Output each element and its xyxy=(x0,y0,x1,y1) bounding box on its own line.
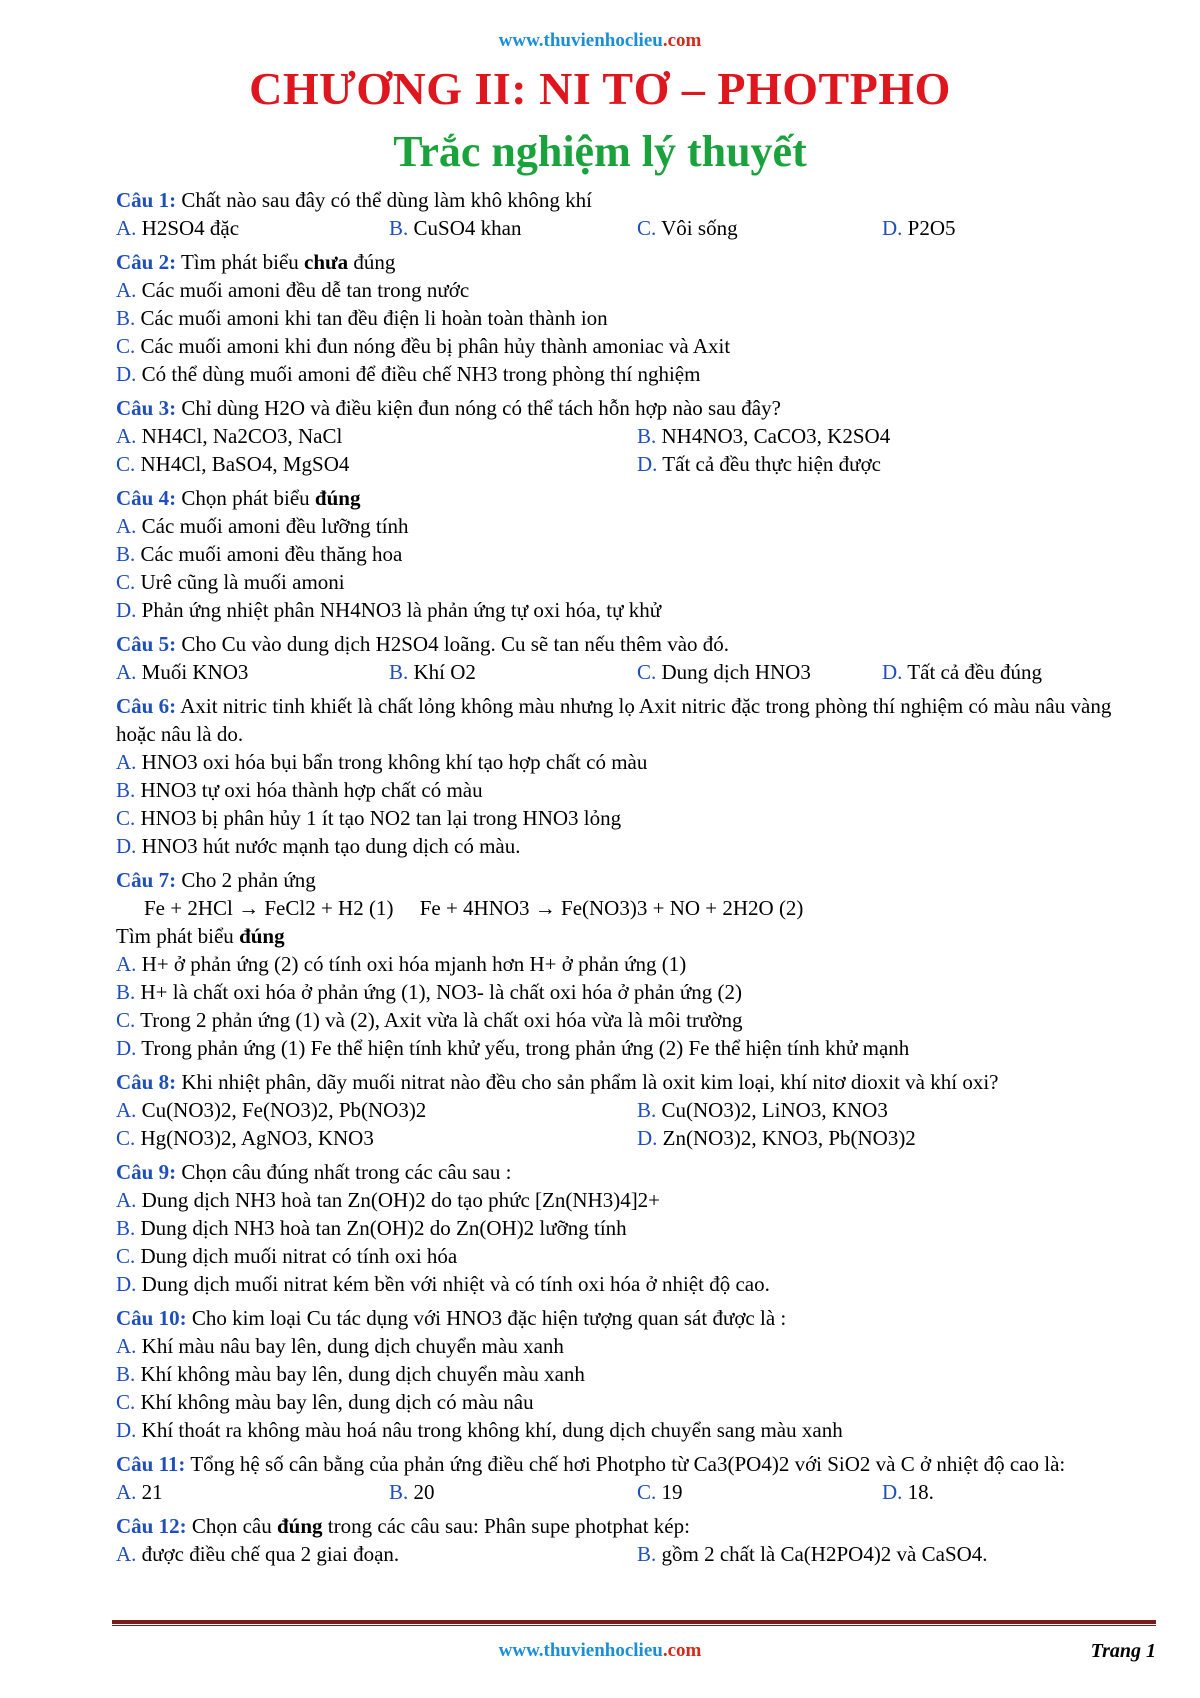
option-text: H+ ở phản ứng (2) có tính oxi hóa mjanh hơn H+ ở phản ứng (1) xyxy=(141,952,687,976)
equation-2: Fe + 4HNO3 → Fe(NO3)3 + NO + 2H2O (2) xyxy=(419,896,804,920)
question-9 xyxy=(116,1158,1156,1298)
question-5 xyxy=(116,630,1156,686)
option-text: Dung dịch muối nitrat có tính oxi hóa xyxy=(140,1244,458,1268)
question-3 xyxy=(116,394,1156,478)
option-c[interactable]: C. Vôi sống xyxy=(637,216,738,240)
option-text: Cu(NO3)2, LiNO3, KNO3 xyxy=(661,1098,888,1122)
option-text: 20 xyxy=(413,1480,435,1504)
question-label: Câu 9: xyxy=(116,1160,177,1184)
question-text: Chọn phát biểu xyxy=(181,486,310,510)
option-d[interactable]: D. Dung dịch muối nitrat kém bền với nhiệt và có tính oxi hóa ở nhiệt độ cao. xyxy=(116,1272,770,1296)
reaction-equations xyxy=(116,894,1156,922)
question-label: Câu 2: xyxy=(116,250,177,274)
option-b[interactable]: B. Khí O2 xyxy=(389,660,476,684)
option-text: 21 xyxy=(141,1480,163,1504)
option-b[interactable]: B. Các muối amoni khi tan đều điện li hoàn toàn thành ion xyxy=(116,306,608,330)
option-text: H+ là chất oxi hóa ở phản ứng (1), NO3- là chất oxi hóa ở phản ứng (2) xyxy=(140,980,743,1004)
option-text: Tất cả đều đúng xyxy=(907,660,1042,684)
option-text: 18. xyxy=(907,1480,934,1504)
question-label: Câu 7: xyxy=(116,868,177,892)
option-a[interactable]: A. Muối KNO3 xyxy=(116,660,249,684)
section-subtitle: Trắc nghiệm lý thuyết xyxy=(393,127,807,176)
question-text: Chọn câu xyxy=(191,1514,272,1538)
option-text: CuSO4 khan xyxy=(413,216,522,240)
question-text: Axit nitric tinh khiết là chất lỏng không màu nhưng lọ Axit nitric đặc trong phòng thí nghiệm có màu nâu vàng hoặc nâu là do. xyxy=(116,694,1112,746)
question-list xyxy=(116,186,1156,1568)
option-text: P2O5 xyxy=(907,216,956,240)
option-c[interactable]: C. 19 xyxy=(637,1480,683,1504)
option-text: Tất cả đều thực hiện được xyxy=(662,452,881,476)
chapter-title: CHƯƠNG II: NI TƠ – PHOTPHO xyxy=(249,63,951,114)
site-tld: .com xyxy=(662,30,702,51)
option-c[interactable]: C. Trong 2 phản ứng (1) và (2), Axit vừa là chất oxi hóa vừa là môi trường xyxy=(116,1008,743,1032)
question-label: Câu 6: xyxy=(116,694,177,718)
option-text: Khí không màu bay lên, dung dịch có màu nâu xyxy=(140,1390,534,1414)
option-text: gồm 2 chất là Ca(H2PO4)2 và CaSO4. xyxy=(661,1542,988,1566)
option-b[interactable]: B. 20 xyxy=(389,1480,435,1504)
option-a[interactable]: A. H2SO4 đặc xyxy=(116,216,240,240)
option-text: NH4Cl, Na2CO3, NaCl xyxy=(141,424,343,448)
option-d[interactable]: D. HNO3 hút nước mạnh tạo dung dịch có màu. xyxy=(116,834,521,858)
question-emphasis: đúng xyxy=(239,924,285,948)
question-text: Tìm phát biểu xyxy=(180,250,299,274)
option-text: Các muối amoni khi tan đều điện li hoàn toàn thành ion xyxy=(140,306,608,330)
question-11 xyxy=(116,1450,1156,1506)
question-label: Câu 11: xyxy=(116,1452,186,1476)
option-text: HNO3 bị phân hủy 1 ít tạo NO2 tan lại trong HNO3 lỏng xyxy=(140,806,622,830)
option-b[interactable]: B. gồm 2 chất là Ca(H2PO4)2 và CaSO4. xyxy=(637,1542,988,1566)
option-text: Trong phản ứng (1) Fe thể hiện tính khử yếu, trong phản ứng (2) Fe thể hiện tính khử mạnh xyxy=(141,1036,910,1060)
option-c[interactable]: C. Dung dịch HNO3 xyxy=(637,660,811,684)
option-d[interactable]: D. Trong phản ứng (1) Fe thể hiện tính khử yếu, trong phản ứng (2) Fe thể hiện tính khử mạnh xyxy=(116,1036,910,1060)
option-text: Trong 2 phản ứng (1) và (2), Axit vừa là chất oxi hóa vừa là môi trường xyxy=(140,1008,743,1032)
question-7 xyxy=(116,866,1156,1062)
option-text: NH4NO3, CaCO3, K2SO4 xyxy=(661,424,891,448)
question-emphasis: chưa xyxy=(304,250,349,274)
question-text: Chọn câu đúng nhất trong các câu sau : xyxy=(181,1160,512,1184)
question-label: Câu 3: xyxy=(116,396,177,420)
question-label: Câu 1: xyxy=(116,188,177,212)
option-text: Khí màu nâu bay lên, dung dịch chuyển màu xanh xyxy=(141,1334,564,1358)
option-text: Muối KNO3 xyxy=(141,660,249,684)
option-b[interactable]: B. NH4NO3, CaCO3, K2SO4 xyxy=(637,424,891,448)
option-a[interactable]: A. Các muối amoni đều dễ tan trong nước xyxy=(116,278,470,302)
question-label: Câu 12: xyxy=(116,1514,187,1538)
option-d[interactable]: D. Khí thoát ra không màu hoá nâu trong không khí, dung dịch chuyển sang màu xanh xyxy=(116,1418,843,1442)
option-d[interactable]: D. Zn(NO3)2, KNO3, Pb(NO3)2 xyxy=(637,1126,916,1150)
option-a[interactable]: A. NH4Cl, Na2CO3, NaCl xyxy=(116,424,343,448)
option-text: Khí không màu bay lên, dung dịch chuyển màu xanh xyxy=(140,1362,585,1386)
option-text: HNO3 tự oxi hóa thành hợp chất có màu xyxy=(140,778,483,802)
option-b[interactable]: B. Các muối amoni đều thăng hoa xyxy=(116,542,403,566)
footer-site-tld: .com xyxy=(662,1640,702,1661)
option-text: Dung dịch muối nitrat kém bền với nhiệt và có tính oxi hóa ở nhiệt độ cao. xyxy=(141,1272,770,1296)
option-c[interactable]: C. HNO3 bị phân hủy 1 ít tạo NO2 tan lại trong HNO3 lỏng xyxy=(116,806,622,830)
page-number: Trang 1 xyxy=(1090,1640,1156,1662)
question-label: Câu 5: xyxy=(116,632,177,656)
option-text: Các muối amoni đều thăng hoa xyxy=(140,542,403,566)
option-text: Dung dịch HNO3 xyxy=(661,660,811,684)
option-d[interactable]: D. Tất cả đều đúng xyxy=(882,660,1042,684)
option-a[interactable]: A. Dung dịch NH3 hoà tan Zn(OH)2 do tạo phức [Zn(NH3)4]2+ xyxy=(116,1188,661,1212)
option-a[interactable]: A. được điều chế qua 2 giai đoạn. xyxy=(116,1542,400,1566)
question-label: Câu 8: xyxy=(116,1070,177,1094)
option-text: Khí thoát ra không màu hoá nâu trong không khí, dung dịch chuyển sang màu xanh xyxy=(141,1418,843,1442)
option-text: HNO3 oxi hóa bụi bẩn trong không khí tạo hợp chất có màu xyxy=(141,750,648,774)
option-b[interactable]: B. Dung dịch NH3 hoà tan Zn(OH)2 do Zn(OH)2 lưỡng tính xyxy=(116,1216,627,1240)
option-b[interactable]: B. H+ là chất oxi hóa ở phản ứng (1), NO3- là chất oxi hóa ở phản ứng (2) xyxy=(116,980,743,1004)
question-6 xyxy=(116,692,1156,860)
option-d[interactable]: D. P2O5 xyxy=(882,216,956,240)
question-text: Chỉ dùng H2O và điều kiện đun nóng có thể tách hỗn hợp nào sau đây? xyxy=(181,396,781,420)
question-4 xyxy=(116,484,1156,624)
option-a[interactable]: A. 21 xyxy=(116,1480,163,1504)
question-text: Cho Cu vào dung dịch H2SO4 loãng. Cu sẽ tan nếu thêm vào đó. xyxy=(181,632,730,656)
question-text: Khi nhiệt phân, dãy muối nitrat nào đều cho sản phẩm là oxit kim loại, khí nitơ dioxit và khí oxi? xyxy=(181,1070,999,1094)
option-text: 19 xyxy=(661,1480,683,1504)
option-c[interactable]: C. NH4Cl, BaSO4, MgSO4 xyxy=(116,452,350,476)
question-text-end: trong các câu sau: Phân supe photphat kép: xyxy=(327,1514,690,1538)
option-text: Dung dịch NH3 hoà tan Zn(OH)2 do tạo phức [Zn(NH3)4]2+ xyxy=(141,1188,661,1212)
equation-1: Fe + 2HCl → FeCl2 + H2 (1) xyxy=(144,896,394,920)
option-d[interactable]: D. 18. xyxy=(882,1480,934,1504)
option-text: Hg(NO3)2, AgNO3, KNO3 xyxy=(140,1126,374,1150)
question-text-end: đúng xyxy=(353,250,396,274)
option-a[interactable]: A. Cu(NO3)2, Fe(NO3)2, Pb(NO3)2 xyxy=(116,1098,427,1122)
option-a[interactable]: A. H+ ở phản ứng (2) có tính oxi hóa mjanh hơn H+ ở phản ứng (1) xyxy=(116,952,687,976)
question-8 xyxy=(116,1068,1156,1152)
option-text: Các muối amoni đều lưỡng tính xyxy=(141,514,409,538)
option-text: HNO3 hút nước mạnh tạo dung dịch có màu. xyxy=(141,834,521,858)
site-name: www.thuvienhoclieu xyxy=(498,30,663,51)
question-2 xyxy=(116,248,1156,388)
question-emphasis: đúng xyxy=(277,1514,323,1538)
option-b[interactable]: B. HNO3 tự oxi hóa thành hợp chất có màu xyxy=(116,778,483,802)
question-1 xyxy=(116,186,1156,242)
option-a[interactable]: A. Khí màu nâu bay lên, dung dịch chuyển màu xanh xyxy=(116,1334,564,1358)
option-text: Dung dịch NH3 hoà tan Zn(OH)2 do Zn(OH)2 lưỡng tính xyxy=(140,1216,627,1240)
option-text: Các muối amoni khi đun nóng đều bị phân hủy thành amoniac và Axit xyxy=(140,334,731,358)
question-10 xyxy=(116,1304,1156,1444)
option-c[interactable]: C. Khí không màu bay lên, dung dịch có màu nâu xyxy=(116,1390,534,1414)
question-text: Chất nào sau đây có thể dùng làm khô không khí xyxy=(181,188,592,212)
option-b[interactable]: B. Khí không màu bay lên, dung dịch chuyển màu xanh xyxy=(116,1362,585,1386)
option-d[interactable]: D. Phản ứng nhiệt phân NH4NO3 là phản ứng tự oxi hóa, tự khử xyxy=(116,598,662,622)
option-text: Vôi sống xyxy=(661,216,738,240)
footer-url[interactable] xyxy=(0,1640,1200,1662)
option-a[interactable]: A. HNO3 oxi hóa bụi bẩn trong không khí tạo hợp chất có màu xyxy=(116,750,648,774)
option-c[interactable]: C. Các muối amoni khi đun nóng đều bị phân hủy thành amoniac và Axit xyxy=(116,334,731,358)
option-b[interactable]: B. CuSO4 khan xyxy=(389,216,522,240)
option-c[interactable]: C. Urê cũng là muối amoni xyxy=(116,570,345,594)
option-text: Phản ứng nhiệt phân NH4NO3 là phản ứng tự oxi hóa, tự khử xyxy=(141,598,662,622)
option-text: NH4Cl, BaSO4, MgSO4 xyxy=(140,452,350,476)
option-b[interactable]: B. Cu(NO3)2, LiNO3, KNO3 xyxy=(637,1098,888,1122)
site-header-url[interactable] xyxy=(0,30,1200,52)
question-label: Câu 10: xyxy=(116,1306,187,1330)
option-text: được điều chế qua 2 giai đoạn. xyxy=(141,1542,400,1566)
option-text: Có thể dùng muối amoni để điều chế NH3 trong phòng thí nghiệm xyxy=(141,362,701,386)
option-c[interactable]: C. Dung dịch muối nitrat có tính oxi hóa xyxy=(116,1244,458,1268)
option-text: Zn(NO3)2, KNO3, Pb(NO3)2 xyxy=(662,1126,916,1150)
option-text: Urê cũng là muối amoni xyxy=(140,570,345,594)
footer-site-name: www.thuvienhoclieu xyxy=(498,1640,663,1661)
footer-divider xyxy=(112,1620,1156,1626)
option-text: H2SO4 đặc xyxy=(141,216,240,240)
option-text: Các muối amoni đều dễ tan trong nước xyxy=(141,278,470,302)
option-text: Khí O2 xyxy=(413,660,476,684)
question-label: Câu 4: xyxy=(116,486,177,510)
option-d[interactable]: D. Có thể dùng muối amoni để điều chế NH3 trong phòng thí nghiệm xyxy=(116,362,701,386)
option-d[interactable]: D. Tất cả đều thực hiện được xyxy=(637,452,881,476)
question-text: Tổng hệ số cân bằng của phản ứng điều chế hơi Photpho từ Ca3(PO4)2 với SiO2 và C ở nhiệt độ cao là: xyxy=(190,1452,1066,1476)
question-text: Cho kim loại Cu tác dụng với HNO3 đặc hiện tượng quan sát được là : xyxy=(191,1306,787,1330)
option-text: Cu(NO3)2, Fe(NO3)2, Pb(NO3)2 xyxy=(141,1098,427,1122)
question-text: Cho 2 phản ứng xyxy=(181,868,316,892)
option-a[interactable]: A. Các muối amoni đều lưỡng tính xyxy=(116,514,409,538)
question-emphasis: đúng xyxy=(314,486,361,510)
question-12 xyxy=(116,1512,1156,1568)
options-row xyxy=(116,214,1156,242)
question-prompt: Tìm phát biểu xyxy=(116,924,234,948)
option-c[interactable]: C. Hg(NO3)2, AgNO3, KNO3 xyxy=(116,1126,374,1150)
